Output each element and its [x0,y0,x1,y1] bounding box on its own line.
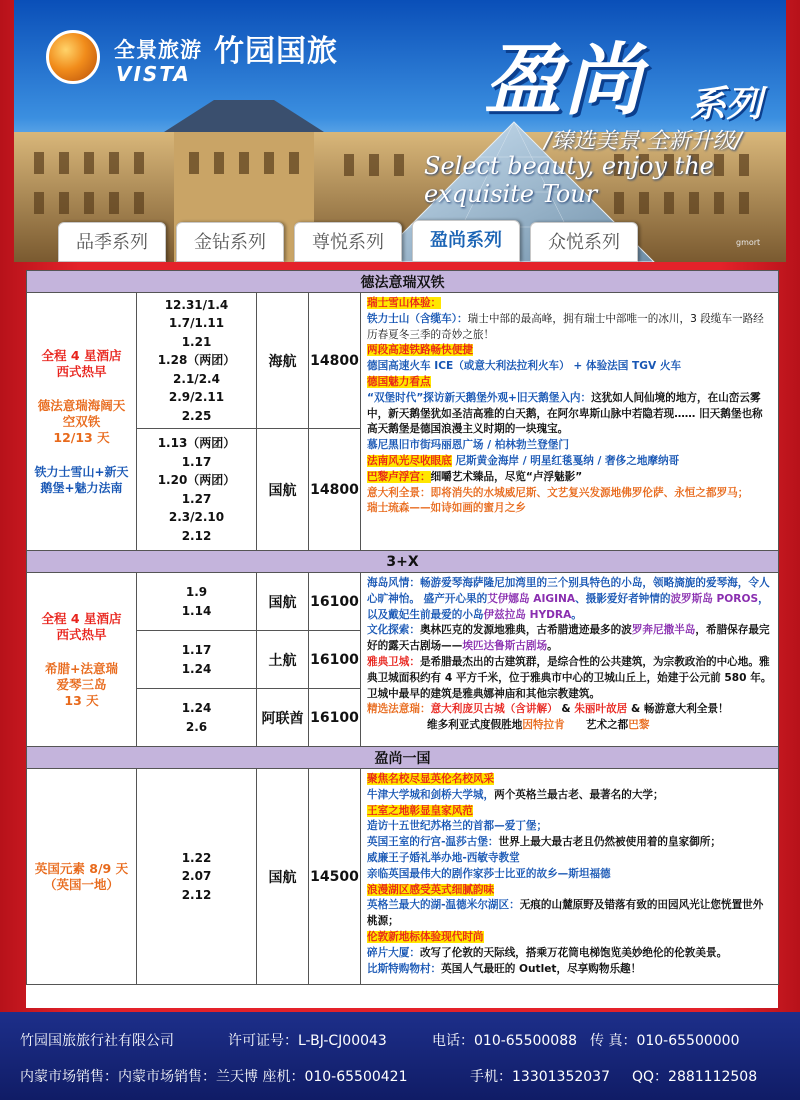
tab-jinzuan[interactable]: 金钻系列 [176,222,284,262]
airline: 海航 [257,293,309,429]
series-subtitle: 系列 [690,84,763,125]
route-description: 海岛风情：畅游爱琴海萨隆尼加湾里的三个别具特色的小岛，领略旖旎的爱琴海，令人心旷神怡。 盛产开心果的艾伊娜岛 AIGINA、摄影爱好者钟情的波罗斯岛 POROS，以及戴妃生前最爱的小岛伊兹拉岛 HYDRA。 文化探索：奥林匹克的发源地雅典，古希腊遗迹最多的波罗奔尼撒半岛，希腊保存最完好的露天古剧场——埃匹达鲁斯古剧场。 雅典卫城：是希腊最杰出的古建筑群，是综合性的公共建筑，为宗教政治的中心地。雅典卫城面积约有 4 平方千米，位于雅典市中心的卫城山丘上，始建于公元前 580 年。卫城中最早的建筑是雅典娜神庙和其他宗教建筑。 精选法意瑞：意大利庞贝古城（含讲解） & 朱丽叶故居 & 畅游意大利全景！ 维多利亚式度假胜地因特拉肯 艺术之都巴黎 [361,573,779,747]
route-description: 聚焦名校尽显英伦名校风采 牛津大学城和剑桥大学城，两个英格兰最古老、最著名的大学； 王室之地彰显皇家风范 造访十五世纪苏格兰的首都—爱丁堡； 英国王室的行宫-温莎古堡：世界上最大最古老且仍然被使用着的皇家御所； 威廉王子婚礼举办地-西敏寺教堂 亲临英国最伟大的剧作家莎士比亚的故乡—斯坦福德 浪漫湖区感受英式细腻韵味 英格兰最大的湖-温德米尔湖区：无痕的山麓原野及错落有致的田园风光让您恍置世外桃源； 伦敦新地标体验现代时尚 碎片大厦：改写了伦敦的天际线，搭乘万花筒电梯饱览美妙绝伦的伦敦美景。 比斯特购物村：英国人气最旺的 Outlet，尽享购物乐趣！ [361,769,779,985]
price: 16100 [309,631,361,689]
fax-number: 传 真：010-65500000 [590,1033,740,1049]
tab-pinji[interactable]: 品季系列 [58,222,166,262]
logo-cn-text: 全景旅游 [114,38,202,62]
price: 16100 [309,689,361,747]
departure-dates: 1.24 2.6 [137,689,257,747]
route-days: 12/13 天 [53,429,110,445]
departure-dates: 12.31/1.4 1.7/1.11 1.21 1.28（两团） 2.1/2.4 2.9/2.11 2.25 [137,293,257,429]
airline: 国航 [257,573,309,631]
departure-dates: 1.13（两团） 1.17 1.20（两团） 1.27 2.3/2.10 2.12 [137,429,257,551]
route-description: 瑞士雪山体验： 铁力士山（含缆车）：瑞士中部的最高峰，拥有瑞士中部唯一的冰川，3 段缆车一路经历春夏冬三季的奇妙之旅！ 两段高速铁路畅快便捷 德国高速火车 ICE（或意大利法拉利火车） + 体验法国 TGV 火车 德国魅力看点 “双堡时代”探访新天鹅堡外观+旧天鹅堡入内：这犹如人间仙境的地方，在山峦云雾中，新天鹅堡犹如圣洁高雅的白天鹅，在阿尔卑斯山脉中若隐若现…… 旧天鹅堡也称高天鹅堡是德国浪漫主义时期的一块瑰宝。 慕尼黑旧市街玛丽恩广场 / 柏林勃兰登堡门 法南风光尽收眼底 尼斯黄金海岸 / 明星红毯戛纳 / 奢侈之地摩纳哥 巴黎卢浮宫：细嚼艺术臻品，尽览“卢浮魅影” 意大利全景：即将消失的水城威尼斯、文艺复兴发源地佛罗伦萨、永恒之都罗马； 瑞士琉森——如诗如画的蜜月之乡 [361,293,779,551]
tab-zhongyue[interactable]: 众悦系列 [530,222,638,262]
airline: 国航 [257,429,309,551]
series-tabs [58,222,648,262]
mobile-number: 手机：13301352037 [470,1069,610,1085]
section-title: 盈尚一国 [27,747,779,769]
airline: 阿联酋 [257,689,309,747]
departure-dates: 1.22 2.07 2.12 [137,769,257,985]
departure-dates: 1.17 1.24 [137,631,257,689]
footer [0,1012,800,1100]
series-title: 盈尚 [484,36,645,126]
globe-icon [46,30,100,84]
license-number: 许可证号：L-BJ-CJ00043 [228,1033,387,1049]
company-name: 竹园国旅旅行社有限公司 [20,1033,174,1049]
qq-number: QQ：2881112508 [632,1069,758,1085]
departure-dates: 1.9 1.14 [137,573,257,631]
tab-zunyue[interactable]: 尊悦系列 [294,222,402,262]
price: 16100 [309,573,361,631]
price: 14800 [309,429,361,551]
airline: 土航 [257,631,309,689]
section-title: 3+X [27,551,779,573]
tab-yingshang[interactable]: 盈尚系列 [412,220,520,262]
agency-name: 竹园国旅 [214,34,338,69]
route-name-cont: 空双铁 [62,413,101,429]
route-highlight: 铁力士雪山+新天 [34,464,129,479]
route-summary: 全程 4 星酒店 西式热早 希腊+法意瑞 爱琴三岛 13 天 [27,573,137,747]
phone-number: 电话：010-65500088 [432,1033,578,1049]
hotel-line: 全程 4 星酒店 [41,347,122,363]
sales-contact: 内蒙市场销售：内蒙市场销售：兰天博 座机：010-65500421 [20,1069,408,1085]
route-highlight-cont: 鹅堡+魅力法南 [40,480,123,495]
airline: 国航 [257,769,309,985]
itinerary-table [26,270,779,985]
itinerary-table-wrap [26,270,778,1008]
header-banner [14,0,786,262]
price: 14500 [309,769,361,985]
photo-credit: gmort [736,238,761,247]
price: 14800 [309,293,361,429]
logo-en-text: VISTA [116,62,191,86]
breakfast-line: 西式热早 [56,363,107,379]
slogan-en: Select beauty, enjoy the exquisite Tour [424,152,714,208]
route-summary [27,293,137,551]
slogan-cn: /臻选美景·全新升级/ [544,129,742,154]
section-title: 德法意瑞双铁 [27,271,779,293]
route-name: 德法意瑞海阔天 [37,397,126,413]
route-summary: 英国元素 8/9 天 （英国一地） [27,769,137,985]
